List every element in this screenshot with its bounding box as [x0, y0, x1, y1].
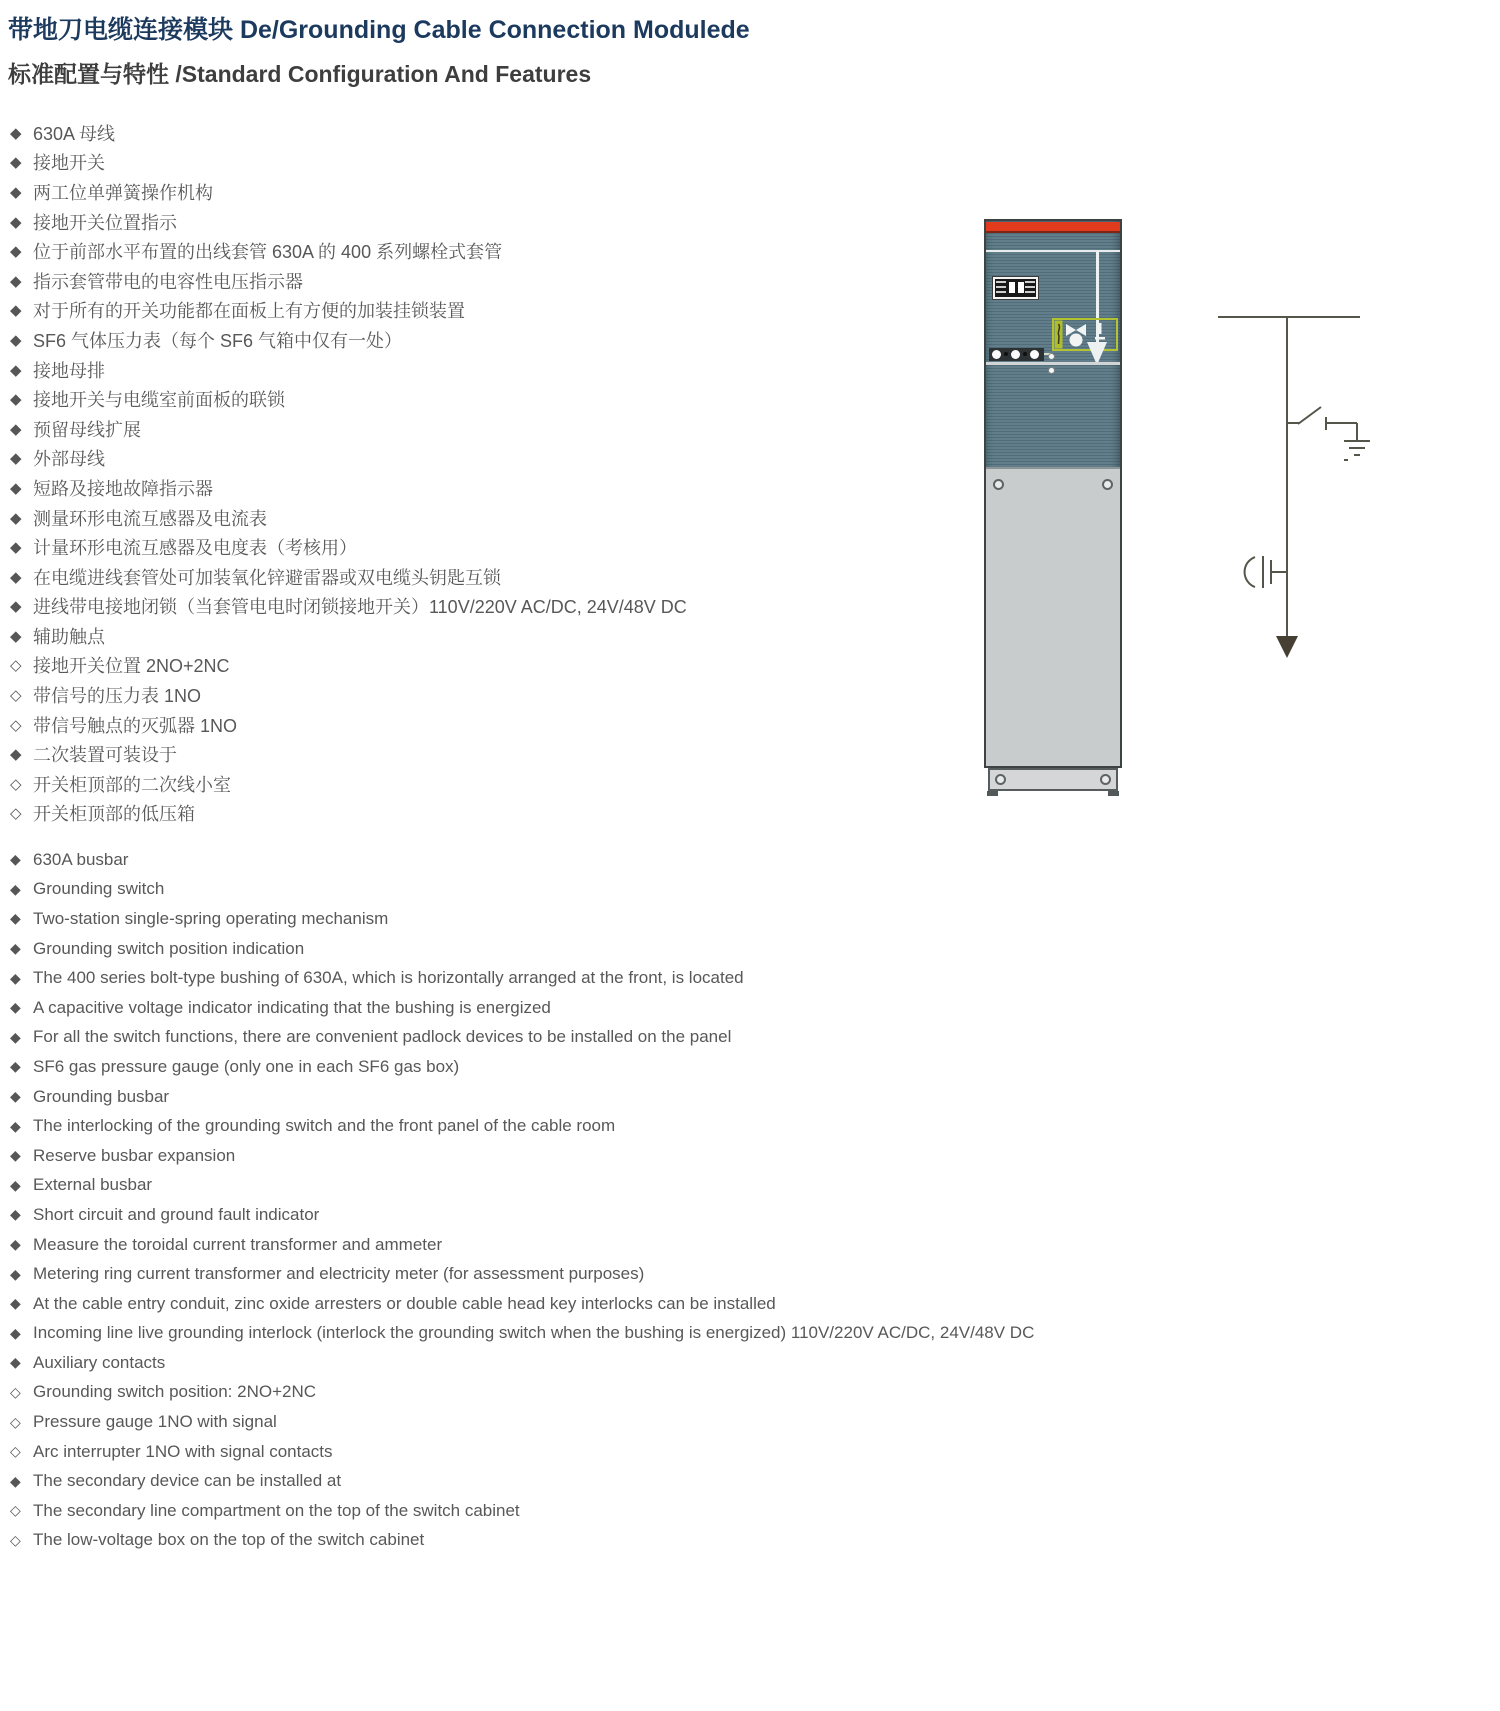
filled-diamond-bullet-icon: ◆: [10, 391, 22, 409]
switch-position-indicator: [992, 276, 1039, 300]
interlock-button-row: [989, 348, 1044, 361]
screw-icon: [1048, 367, 1055, 374]
hollow-diamond-bullet-icon: ◇: [10, 716, 22, 734]
indicator-stripes-left: [996, 281, 1006, 295]
screw-icon: [1102, 479, 1113, 490]
feature-text: Short circuit and ground fault indicator: [33, 1204, 320, 1224]
feature-item: [10, 177, 687, 207]
hollow-diamond-bullet-icon: ◇: [10, 687, 22, 705]
feature-text: Incoming line live grounding interlock (interlock the grounding switch when the bushing is energized) 110V/220V AC/DC, 24V/48V DC: [33, 1323, 1035, 1343]
filled-diamond-bullet-icon: ◆: [10, 1088, 21, 1105]
hollow-diamond-bullet-icon: ◇: [10, 1383, 21, 1400]
feature-item: [10, 444, 687, 474]
feature-text: Grounding busbar: [33, 1086, 170, 1106]
feature-text: 两工位单弹簧操作机构: [33, 182, 213, 203]
panel-dot-icon: [1023, 352, 1027, 356]
feature-text: 在电缆进线套管处可加装氧化锌避雷器或双电缆头钥匙互锁: [33, 567, 501, 588]
panel-dot-icon: [1004, 352, 1008, 356]
mimic-bar-icon: [1098, 323, 1102, 334]
filled-diamond-bullet-icon: ◆: [10, 1206, 21, 1223]
feature-text: The secondary device can be installed at: [33, 1471, 342, 1491]
feature-item: [10, 118, 687, 148]
feature-text: Auxiliary contacts: [33, 1352, 166, 1372]
filled-diamond-bullet-icon: ◆: [10, 509, 22, 527]
hollow-diamond-bullet-icon: ◇: [10, 1443, 21, 1460]
filled-diamond-bullet-icon: ◆: [10, 568, 22, 586]
filled-diamond-bullet-icon: ◆: [10, 1176, 21, 1193]
feature-item: [10, 1111, 1034, 1141]
feature-text: Grounding switch position indication: [33, 938, 305, 958]
feature-item: [10, 473, 687, 503]
feature-item: [10, 1319, 1034, 1349]
hollow-diamond-bullet-icon: ◇: [10, 1413, 21, 1430]
hollow-diamond-bullet-icon: ◇: [10, 1531, 21, 1548]
feature-item: [10, 710, 687, 740]
feature-item: [10, 148, 687, 178]
hollow-diamond-bullet-icon: ◇: [10, 775, 22, 793]
feature-text: 测量环形电流互感器及电流表: [33, 508, 267, 529]
feature-item: [10, 414, 687, 444]
capacitive-bushing-symbol: [1245, 556, 1287, 588]
single-line-diagram: [1210, 300, 1380, 670]
feature-text: 开关柜顶部的二次线小室: [33, 774, 231, 795]
feature-item: [10, 680, 687, 710]
feature-item: [10, 621, 687, 651]
panel-button-icon: [1030, 350, 1039, 359]
feature-text: 接地母排: [33, 360, 105, 381]
screw-icon: [1100, 774, 1111, 785]
cable-arrow-icon: [1276, 636, 1298, 658]
feature-item: [10, 1496, 1034, 1526]
feature-text: 开关柜顶部的低压箱: [33, 804, 195, 825]
cabinet-base: [988, 768, 1118, 791]
feature-item: [10, 266, 687, 296]
filled-diamond-bullet-icon: ◆: [10, 302, 22, 320]
feature-text: Measure the toroidal current transformer and ammeter: [33, 1234, 443, 1254]
feature-item: [10, 993, 1034, 1023]
filled-diamond-bullet-icon: ◆: [10, 627, 22, 645]
mimic-earth-bar-icon: [1095, 337, 1105, 340]
feature-text: At the cable entry conduit, zinc oxide arresters or double cable head key interlocks can be installed: [33, 1293, 776, 1313]
feature-item: [10, 1466, 1034, 1496]
feature-text: Metering ring current transformer and electricity meter (for assessment purposes): [33, 1264, 645, 1284]
feature-item: [10, 236, 687, 266]
feature-text: The low-voltage box on the top of the switch cabinet: [33, 1530, 425, 1550]
feature-item: [10, 1407, 1034, 1437]
feature-item: [10, 1526, 1034, 1556]
feature-item: [10, 1023, 1034, 1053]
cabinet-front-panel: [984, 219, 1122, 768]
feature-item: [10, 1259, 1034, 1289]
feature-item: [10, 769, 687, 799]
filled-diamond-bullet-icon: ◆: [10, 124, 22, 142]
panel-button-icon: [992, 350, 1001, 359]
filled-diamond-bullet-icon: ◆: [10, 361, 22, 379]
feature-item: [10, 384, 687, 414]
feature-text: The interlocking of the grounding switch and the front panel of the cable room: [33, 1116, 616, 1136]
feature-item: [10, 325, 687, 355]
feature-text: 带信号触点的灭弧器 1NO: [33, 715, 238, 736]
panel-divider: [986, 362, 1120, 365]
filled-diamond-bullet-icon: ◆: [10, 183, 22, 201]
filled-diamond-bullet-icon: ◆: [10, 243, 22, 261]
feature-item: [10, 799, 687, 829]
feature-text: 630A 母线: [33, 123, 116, 144]
feature-item: [10, 1230, 1034, 1260]
feature-item: [10, 355, 687, 385]
feature-text: Arc interrupter 1NO with signal contacts: [33, 1441, 333, 1461]
filled-diamond-bullet-icon: ◆: [10, 1472, 21, 1489]
feature-item: [10, 532, 687, 562]
feature-item: [10, 1171, 1034, 1201]
filled-diamond-bullet-icon: ◆: [10, 746, 22, 764]
feature-text: Pressure gauge 1NO with signal: [33, 1412, 277, 1432]
filled-diamond-bullet-icon: ◆: [10, 598, 22, 616]
feature-text: 外部母线: [33, 449, 105, 470]
filled-diamond-bullet-icon: ◆: [10, 969, 21, 986]
filled-diamond-bullet-icon: ◆: [10, 272, 22, 290]
screw-icon: [995, 774, 1006, 785]
cabinet-foot: [1108, 791, 1119, 796]
feature-text: 计量环形电流互感器及电度表（考核用）: [33, 538, 357, 559]
feature-text: 短路及接地故障指示器: [33, 478, 213, 499]
filled-diamond-bullet-icon: ◆: [10, 479, 22, 497]
page-title: 带地刀电缆连接模块 De/Grounding Cable Connection Modulede: [8, 16, 750, 44]
feature-item: [10, 1052, 1034, 1082]
mimic-actuator-icon: [1070, 334, 1083, 347]
feature-text: The secondary line compartment on the top of the switch cabinet: [33, 1500, 520, 1520]
filled-diamond-bullet-icon: ◆: [10, 880, 21, 897]
cabinet-foot: [987, 791, 998, 796]
feature-text: External busbar: [33, 1175, 153, 1195]
feature-text: SF6 气体压力表（每个 SF6 气箱中仅有一处）: [33, 330, 403, 351]
feature-item: [10, 1141, 1034, 1171]
feature-text: SF6 gas pressure gauge (only one in each SF6 gas box): [33, 1056, 460, 1076]
filled-diamond-bullet-icon: ◆: [10, 1354, 21, 1371]
filled-diamond-bullet-icon: ◆: [10, 1295, 21, 1312]
indicator-window: [995, 279, 1036, 297]
indicator-segment: [1018, 282, 1024, 293]
feature-item: [10, 503, 687, 533]
feature-item: [10, 963, 1034, 993]
features-list-zh: [10, 118, 687, 828]
feature-text: A capacitive voltage indicator indicating that the bushing is energized: [33, 997, 551, 1017]
feature-text: 接地开关位置 2NO+2NC: [33, 656, 230, 677]
feature-text: 位于前部水平布置的出线套管 630A 的 400 系列螺栓式套管: [33, 242, 503, 263]
feature-text: 接地开关与电缆室前面板的联锁: [33, 390, 285, 411]
earth-symbol: [1344, 441, 1370, 460]
filled-diamond-bullet-icon: ◆: [10, 539, 22, 557]
switchgear-cabinet-photo: [984, 219, 1122, 797]
feature-text: 带信号的压力表 1NO: [33, 686, 202, 707]
filled-diamond-bullet-icon: ◆: [10, 999, 21, 1016]
features-list-en: [10, 845, 1034, 1555]
feature-text: Grounding switch position: 2NO+2NC: [33, 1382, 316, 1402]
filled-diamond-bullet-icon: ◆: [10, 331, 22, 349]
filled-diamond-bullet-icon: ◆: [10, 1324, 21, 1341]
grounding-switch-symbol: [1287, 407, 1357, 441]
feature-item: [10, 1289, 1034, 1319]
cabinet-trim-line: [986, 250, 1120, 252]
feature-text: For all the switch functions, there are convenient padlock devices to be installed on the panel: [33, 1027, 732, 1047]
panel-button-icon: [1011, 350, 1020, 359]
feature-text: 预留母线扩展: [33, 419, 141, 440]
filled-diamond-bullet-icon: ◆: [10, 851, 21, 868]
page-subtitle: 标准配置与特性 /Standard Configuration And Features: [8, 61, 592, 87]
screw-icon: [1048, 353, 1055, 360]
filled-diamond-bullet-icon: ◆: [10, 1117, 21, 1134]
hollow-diamond-bullet-icon: ◇: [10, 657, 22, 675]
feature-text: Two-station single-spring operating mechanism: [33, 908, 389, 928]
filled-diamond-bullet-icon: ◆: [10, 910, 21, 927]
feature-item: [10, 296, 687, 326]
feature-item: [10, 845, 1034, 875]
feature-item: [10, 592, 687, 622]
filled-diamond-bullet-icon: ◆: [10, 420, 22, 438]
feature-item: [10, 1378, 1034, 1408]
feature-text: 指示套管带电的电容性电压指示器: [33, 271, 303, 292]
feature-text: 630A busbar: [33, 849, 129, 869]
feature-text: 接地开关位置指示: [33, 212, 177, 233]
feature-item: [10, 562, 687, 592]
filled-diamond-bullet-icon: ◆: [10, 940, 21, 957]
feature-item: [10, 875, 1034, 905]
feature-item: [10, 1437, 1034, 1467]
hollow-diamond-bullet-icon: ◇: [10, 1502, 21, 1519]
feature-text: 辅助触点: [33, 626, 105, 647]
feature-item: [10, 207, 687, 237]
hollow-diamond-bullet-icon: ◇: [10, 805, 22, 823]
filled-diamond-bullet-icon: ◆: [10, 1058, 21, 1075]
cabinet-top-red-strip: [986, 222, 1120, 233]
filled-diamond-bullet-icon: ◆: [10, 1236, 21, 1253]
filled-diamond-bullet-icon: ◆: [10, 450, 22, 468]
feature-text: Reserve busbar expansion: [33, 1145, 236, 1165]
mimic-diagram-panel: [1052, 318, 1118, 351]
filled-diamond-bullet-icon: ◆: [10, 1265, 21, 1282]
feature-item: [10, 651, 687, 681]
filled-diamond-bullet-icon: ◆: [10, 213, 22, 231]
filled-diamond-bullet-icon: ◆: [10, 1028, 21, 1045]
feature-text: 进线带电接地闭锁（当套管电电时闭锁接地开关）110V/220V AC/DC, 24V/48V DC: [33, 597, 687, 618]
feature-item: [10, 1082, 1034, 1112]
indicator-segment: [1009, 282, 1015, 293]
feature-text: 二次装置可装设于: [33, 745, 177, 766]
feature-item: [10, 739, 687, 769]
feature-item: [10, 934, 1034, 964]
feature-item: [10, 1348, 1034, 1378]
screw-icon: [993, 479, 1004, 490]
indicator-stripes-right: [1025, 281, 1035, 295]
feature-text: 接地开关: [33, 153, 105, 174]
feature-item: [10, 1200, 1034, 1230]
feature-text: Grounding switch: [33, 879, 165, 899]
feature-text: The 400 series bolt-type bushing of 630A, which is horizontally arranged at the front, is located: [33, 968, 744, 988]
filled-diamond-bullet-icon: ◆: [10, 154, 22, 172]
feature-item: [10, 904, 1034, 934]
cable-compartment-cover: [986, 467, 1120, 766]
filled-diamond-bullet-icon: ◆: [10, 1147, 21, 1164]
feature-text: 对于所有的开关功能都在面板上有方便的加装挂锁装置: [33, 301, 465, 322]
